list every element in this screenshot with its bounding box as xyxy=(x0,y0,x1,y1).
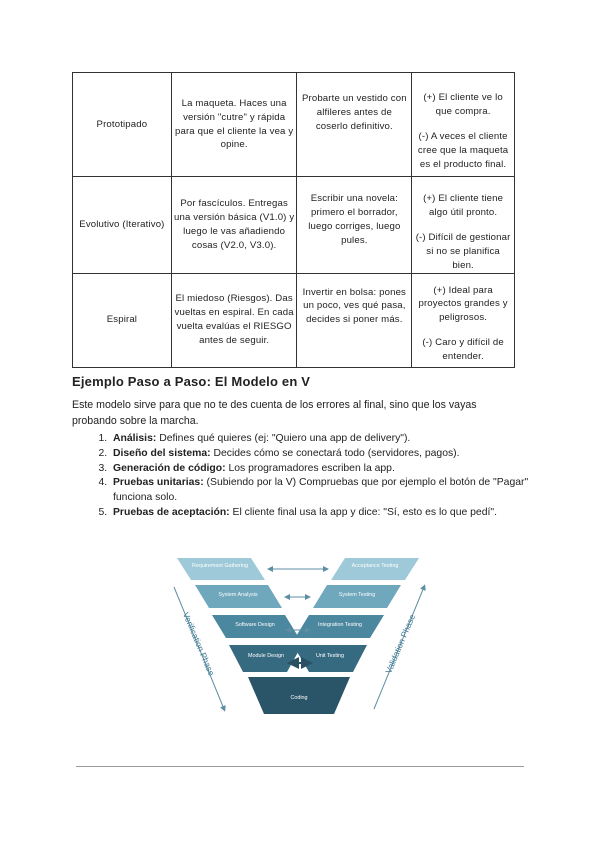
v-left-label-2: System Analysis xyxy=(218,592,258,598)
table-row xyxy=(73,273,515,367)
table-row xyxy=(73,177,515,274)
v-right-label-4: Unit Testing xyxy=(315,653,345,659)
model-name: Espiral xyxy=(73,273,172,367)
model-pros-cons xyxy=(412,273,515,367)
v-left-level-1 xyxy=(177,558,265,580)
step-label: Pruebas unitarias: xyxy=(113,477,204,489)
steps-list xyxy=(72,432,532,521)
model-description: El miedoso (Riesgos). Das vueltas en espiral. En cada vuelta evalúas el RIESGO antes de seguir. xyxy=(171,273,297,367)
v-right-label-2: System Testing xyxy=(338,592,376,598)
step-label: Pruebas de aceptación: xyxy=(113,506,230,518)
list-item xyxy=(110,506,532,521)
model-comparison-table xyxy=(72,72,515,368)
step-text: Los programadores escriben la app. xyxy=(225,462,395,474)
model-pro: (+) El cliente tiene algo útil pronto. xyxy=(423,193,504,218)
model-pros-cons xyxy=(412,73,515,177)
table-row xyxy=(73,73,515,177)
v-left-label-1: Requirement Gathering xyxy=(191,563,249,569)
v-left-label-3: Software Design xyxy=(235,622,275,628)
step-text: Decides cómo se conectará todo (servidores, pagos). xyxy=(210,447,460,459)
step-label: Diseño del sistema: xyxy=(113,447,211,459)
v-left-label-4: Module Design xyxy=(248,653,284,659)
model-example: Escribir una novela: primero el borrador, luego corriges, luego pules. xyxy=(297,177,412,274)
step-label: Análisis: xyxy=(113,433,157,444)
list-item xyxy=(110,447,532,462)
model-con: (-) Caro y difícil de entender. xyxy=(422,337,504,363)
section-title: Ejemplo Paso a Paso: El Modelo en V xyxy=(72,374,311,389)
model-name: Prototipado xyxy=(73,73,172,177)
section-intro: Este modelo sirve para que no te des cuenta de los errores al final, sino que los vayas probando sobre la marcha. xyxy=(72,399,477,427)
v-right-label-1: Acceptance Testing xyxy=(351,563,399,569)
v-right-level-1 xyxy=(331,558,419,580)
model-pro: (+) Ideal para proyectos grandes y peligrosos. xyxy=(418,284,508,324)
v-right-label-3: Integration Testing xyxy=(318,622,362,628)
v-bottom-label: Coding xyxy=(290,695,308,701)
validation-phase-label: Validation Phase xyxy=(383,612,418,675)
model-pro: (+) El cliente ve lo que compra. xyxy=(423,92,503,117)
verification-phase-label: Verification Phase xyxy=(180,610,217,678)
model-con: (-) A veces el cliente cree que la maqueta es el producto final. xyxy=(417,130,509,170)
step-label: Generación de código: xyxy=(113,462,226,474)
step-text: Defines qué quieres (ej: "Quiero una app de delivery"). xyxy=(156,433,411,444)
model-pros-cons xyxy=(412,177,515,274)
model-description: Por fascículos. Entregas una versión básica (V1.0) y luego le vas añadiendo cosas (V2.0, V3.0). xyxy=(171,177,297,274)
page-divider xyxy=(76,766,524,767)
list-item xyxy=(110,432,532,447)
step-text: El cliente final usa la app y dice: "Sí, esto es lo que pedí". xyxy=(229,506,497,518)
model-description: La maqueta. Haces una versión "cutre" y rápida para que el cliente la vea y opine. xyxy=(171,73,297,177)
model-example: Invertir en bolsa: pones un poco, ves qué pasa, decides si poner más. xyxy=(297,273,412,367)
model-example: Probarte un vestido con alfileres antes de coserlo definitivo. xyxy=(297,73,412,177)
step-text: (Subiendo por la V) Compruebas que por ejemplo el botón de "Pagar" funciona solo. xyxy=(113,477,529,504)
list-item xyxy=(110,476,532,506)
model-con: (-) Difícil de gestionar si no se planifica bien. xyxy=(415,231,511,271)
model-name: Evolutivo (Iterativo) xyxy=(73,177,172,274)
v-model-diagram xyxy=(160,541,440,729)
list-item xyxy=(110,462,532,477)
